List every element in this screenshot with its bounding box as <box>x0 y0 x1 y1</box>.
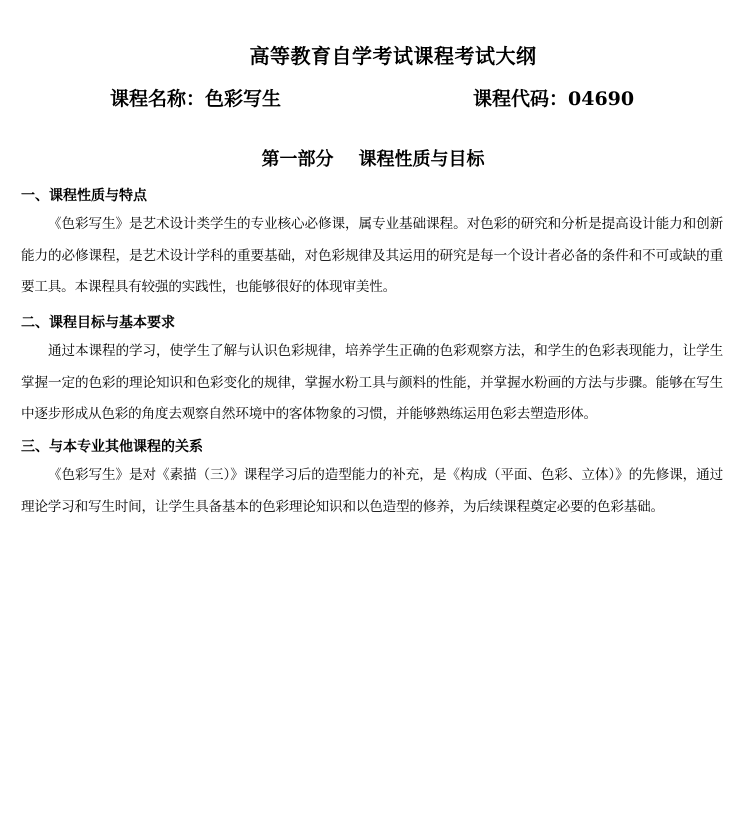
section-course-relations <box>21 438 723 523</box>
section-body: 《色彩写生》是艺术设计类学生的专业核心必修课，属专业基础课程。对色彩的研究和分析是提高设计能力和创新能力的必修课程，是艺术设计学科的重要基础，对色彩规律及其运用的研究是每一个设计者必备的条件和不可或缺的重要工具。本课程具有较强的实践性，也能够很好的体现审美性。 <box>21 216 723 295</box>
section-body: 通过本课程的学习，使学生了解与认识色彩规律，培养学生正确的色彩观察方法，和学生的色彩表现能力，让学生掌握一定的色彩的理论知识和色彩变化的规律，掌握水粉工具与颜料的性能，并掌握水粉画的方法与步骤。能够在写生中逐步形成从色彩的角度去观察自然环境中的客体物象的习惯，并能够熟练运用色彩去塑造形体。 <box>21 343 723 422</box>
course-code: 课程代码：04690 <box>473 88 635 110</box>
document-title: 高等教育自学考试课程考试大纲 <box>249 44 537 68</box>
course-name: 课程名称：色彩写生 <box>110 88 282 110</box>
section-body: 《色彩写生》是对《素描（三）》课程学习后的造型能力的补充，是《构成（平面、色彩、立体）》的先修课，通过理论学习和写生时间，让学生具备基本的色彩理论知识和以色造型的修养，为后续课程奠定必要的色彩基础。 <box>21 467 723 515</box>
section-heading: 三、与本专业其他课程的关系 <box>21 439 203 455</box>
section-course-objectives <box>21 314 723 431</box>
section-course-nature <box>21 187 723 304</box>
part-title: 第一部分 课程性质与目标 <box>261 149 485 170</box>
section-heading: 一、课程性质与特点 <box>21 188 147 204</box>
section-heading: 二、课程目标与基本要求 <box>21 315 175 331</box>
